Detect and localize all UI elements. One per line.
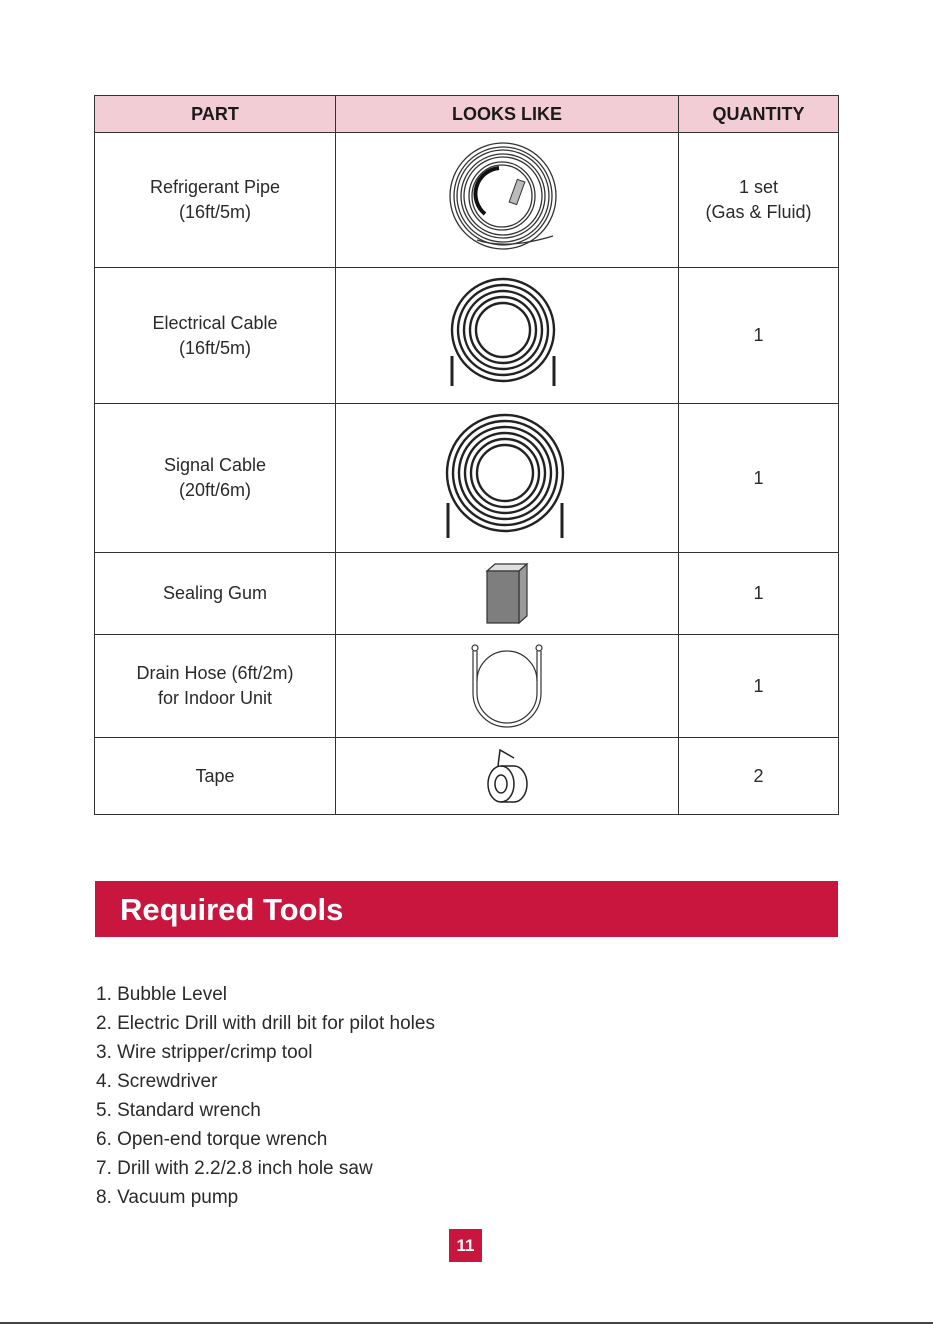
list-item: 8. Vacuum pump xyxy=(96,1187,239,1208)
part-picture xyxy=(336,553,679,635)
tools-list xyxy=(96,980,435,1212)
part-picture xyxy=(336,268,679,404)
part-name: Drain Hose (6ft/2m) for Indoor Unit xyxy=(95,635,336,738)
part-name: Sealing Gum xyxy=(95,553,336,635)
table-row xyxy=(95,404,839,553)
section-banner xyxy=(95,881,838,937)
page-number: 11 xyxy=(449,1229,482,1262)
part-picture xyxy=(336,635,679,738)
table-row xyxy=(95,133,839,268)
part-quantity: 1 xyxy=(679,635,839,738)
section-title: Required Tools xyxy=(120,892,344,927)
electrical-cable-coil-icon xyxy=(447,276,567,396)
drain-hose-icon xyxy=(467,641,547,731)
header-part: PART xyxy=(95,96,336,133)
table-header-row xyxy=(95,96,839,133)
table-row xyxy=(95,738,839,815)
part-name: Signal Cable (20ft/6m) xyxy=(95,404,336,553)
header-quantity: QUANTITY xyxy=(679,96,839,133)
list-item: 3. Wire stripper/crimp tool xyxy=(96,1042,313,1063)
signal-cable-coil-icon xyxy=(442,413,572,543)
part-name: Electrical Cable (16ft/5m) xyxy=(95,268,336,404)
tape-roll-icon xyxy=(484,746,530,806)
table-row xyxy=(95,268,839,404)
table-row xyxy=(95,553,839,635)
list-item: 5. Standard wrench xyxy=(96,1100,261,1121)
refrigerant-pipe-coil-icon xyxy=(447,140,567,260)
parts-table xyxy=(94,95,839,815)
part-name: Tape xyxy=(95,738,336,815)
part-quantity: 1 xyxy=(679,553,839,635)
part-name: Refrigerant Pipe (16ft/5m) xyxy=(95,133,336,268)
list-item: 1. Bubble Level xyxy=(96,984,227,1005)
part-picture xyxy=(336,133,679,268)
part-quantity: 1 xyxy=(679,404,839,553)
part-quantity: 1 set (Gas & Fluid) xyxy=(679,133,839,268)
list-item: 4. Screwdriver xyxy=(96,1071,218,1092)
sealing-gum-block-icon xyxy=(485,563,529,625)
header-looks-like: LOOKS LIKE xyxy=(336,96,679,133)
list-item: 2. Electric Drill with drill bit for pilot holes xyxy=(96,1013,435,1034)
part-picture xyxy=(336,404,679,553)
list-item: 7. Drill with 2.2/2.8 inch hole saw xyxy=(96,1158,373,1179)
part-picture xyxy=(336,738,679,815)
part-quantity: 1 xyxy=(679,268,839,404)
list-item: 6. Open-end torque wrench xyxy=(96,1129,328,1150)
table-row xyxy=(95,635,839,738)
part-quantity: 2 xyxy=(679,738,839,815)
